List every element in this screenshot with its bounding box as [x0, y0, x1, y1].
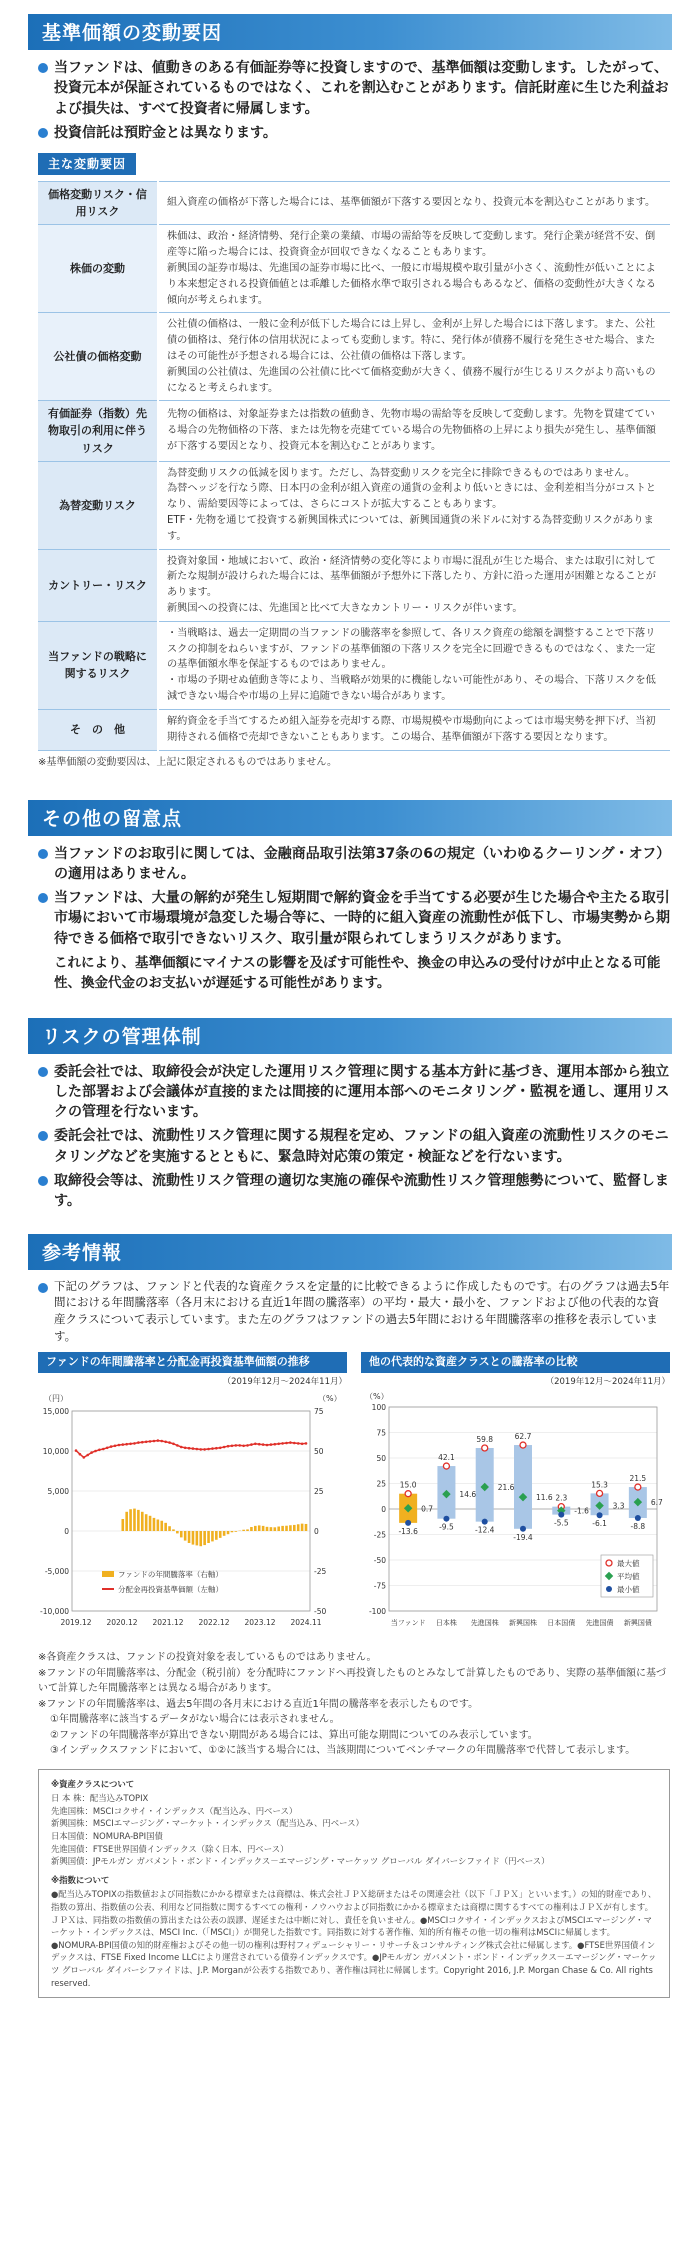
return-bar	[160, 1520, 163, 1530]
section-title-other: その他の留意点	[28, 800, 672, 836]
min-marker	[520, 1525, 526, 1531]
min-marker	[482, 1518, 488, 1524]
max-label: 42.1	[438, 1452, 455, 1462]
risk-name: 株価の変動	[38, 225, 158, 313]
footnote-1: ※各資産クラスは、ファンドの投資対象を表しているものではありません。	[38, 1652, 377, 1664]
risk-description: 株価は、政治・経済情勢、発行企業の業績、市場の需給等を反映して変動します。発行企業が経営不安、倒産等に陥った場合には、投資資金が回収できなくなることもあります。 新興国の証券市場は、先進国の証券市場に比べ、一般に市場規模や取引量が小さく、流動性が低いことにより本来想定される投資価値とは乖離した価格水準で取引される場合もあるなど、価格の変動性が大きくなる傾向が考えられます。	[158, 225, 670, 313]
chart-right-svg	[361, 1389, 666, 1639]
y-tick-label: 25	[376, 1479, 386, 1489]
avg-label: 3.3	[612, 1501, 625, 1511]
risk-mgmt-bullet-1: 委託会社では、取締役会が決定した運用リスク管理に関する基本方針に基づき、運用本部から独立した部署および会議体が直接的または間接的に運用本部へのモニタリング・監視を通し、運用リスクの管理を行ないます。	[38, 1062, 670, 1123]
risk-description: 公社債の価格は、一般に金利が低下した場合には上昇し、金利が上昇した場合には下落します。また、公社債の価格は、発行体の信用状況によっても変動します。特に、発行体が債務不履行を発生させた場合、またはその可能性が予想される場合には、公社債の価格は下落します。 新興国の公社債は、先進国の公社債に比べて価格変動が大きく、債務不履行が生じるリスクがより高いものになると考えられます。	[158, 313, 670, 401]
max-marker	[405, 1490, 411, 1496]
return-bar	[196, 1531, 199, 1545]
chart-left-title: ファンドの年間騰落率と分配金再投資基準価額の推移	[38, 1352, 347, 1373]
min-label: -6.1	[592, 1518, 607, 1528]
y-right-tick-label: -50	[314, 1606, 327, 1616]
range-bar	[514, 1445, 532, 1529]
return-bar	[141, 1511, 144, 1530]
avg-label: 14.6	[459, 1489, 477, 1499]
nav-point	[242, 1444, 245, 1447]
return-bar	[157, 1519, 160, 1531]
avg-label: 21.6	[497, 1482, 515, 1492]
nav-point	[207, 1447, 210, 1450]
nav-point	[223, 1445, 226, 1448]
return-bar	[254, 1525, 257, 1530]
category-label: 日本国債	[547, 1618, 576, 1627]
y-left-tick-label: -5,000	[44, 1566, 69, 1576]
return-bar	[246, 1529, 249, 1531]
risk-row	[38, 225, 670, 313]
asset-class-note-box	[38, 1769, 670, 1999]
nav-point	[254, 1442, 257, 1445]
return-bar	[281, 1525, 284, 1530]
return-bar	[274, 1527, 277, 1531]
nav-point	[184, 1446, 187, 1449]
max-label: 62.7	[514, 1431, 532, 1441]
other-bullets	[38, 844, 670, 994]
nav-point	[110, 1445, 113, 1448]
risk-name: カントリー・リスク	[38, 549, 158, 621]
x-tick-label: 2020.12	[106, 1617, 138, 1627]
nav-point	[301, 1442, 304, 1445]
return-bar	[262, 1525, 265, 1530]
max-label: 2.3	[555, 1493, 568, 1503]
index-disclaimer: ●配当込みTOPIXの指数値および同指数にかかる標章または商標は、株式会社ＪＰＸ総研またはその関連会社（以下「ＪＰＸ」といいます。）の知的財産であり、指数の算出、指数値の公表、利用など同指数に関するすべての権利・ノウハウおよび同指数にかかる標章または商標に関するすべての権利はＪＰＸが有します。ＪＰＸは、同指数の指数値の算出または公表の誤謬、遅延または中断に対し、責任を負いません。●MSCIコクサイ・インデックスおよびMSCIエマージング・マーケット・インデックスは、MSCI Inc.（「MSCI」）が開発した指数です。同指数に対する著作権、知的所有権その他一切の権利はMSCIに帰属します。●NOMURA-BPI国債の知的財産権およびその他一切の権利は野村フィデューシャリー・リサーチ＆コンサルティング株式会社に帰属します。●FTSE世界国債インデックスは、FTSE Fixed Income LLCにより運営されている債券インデックスです。●JPモルガン ガバメント・ボンド・インデックス－エマージング・マーケッツ グローバル ダイバーシファイドは、J.P. Morganが公表する指数であり、著作権は同社に帰属します。Copyright 2016, J.P. Morgan Chase & Co. All rights reserved.	[51, 1889, 657, 1988]
nav-bullet-2: 投資信託は預貯金とは異なります。	[38, 123, 670, 143]
category-label: 当ファンド	[390, 1618, 426, 1627]
nav-point	[238, 1444, 241, 1447]
return-bar	[125, 1511, 128, 1530]
y-right-tick-label: -25	[314, 1566, 327, 1576]
risk-name: 価格変動リスク・信用リスク	[38, 182, 158, 225]
nav-point	[168, 1441, 171, 1444]
y-tick-label: -50	[373, 1555, 386, 1565]
y-axis-unit: （%）	[365, 1391, 389, 1401]
ref-bullets	[38, 1278, 670, 1345]
avg-label: 0.7	[421, 1503, 434, 1513]
risk-description: 組入資産の価格が下落した場合には、基準価額が下落する要因となり、投資元本を割込むことがあります。	[158, 182, 670, 225]
return-bar	[235, 1531, 238, 1532]
return-bar	[231, 1531, 234, 1532]
section-title-risk-mgmt: リスクの管理体制	[28, 1018, 672, 1054]
return-bar	[277, 1526, 280, 1530]
return-bar	[199, 1531, 202, 1546]
max-label: 15.0	[399, 1480, 417, 1490]
nav-point	[196, 1447, 199, 1450]
risk-row	[38, 461, 670, 549]
min-label: -12.4	[475, 1525, 495, 1535]
y-left-tick-label: 0	[64, 1526, 69, 1536]
risk-name: そ の 他	[38, 709, 158, 750]
return-bar	[180, 1531, 183, 1537]
nav-point	[145, 1440, 148, 1443]
return-bar	[133, 1508, 136, 1530]
category-label: 新興国株	[509, 1618, 537, 1627]
min-label: -9.5	[439, 1522, 454, 1532]
return-bar	[227, 1531, 230, 1534]
risk-row	[38, 549, 670, 621]
return-bar	[164, 1522, 167, 1530]
nav-point	[297, 1442, 300, 1445]
nav-point	[94, 1449, 97, 1452]
return-bar	[137, 1509, 140, 1530]
nav-point	[75, 1449, 78, 1452]
risk-table	[38, 181, 670, 750]
asset-class-row: 新興国株：MSCIエマージング・マーケット・インデックス（配当込み、円ベース）	[51, 1818, 364, 1829]
y-left-tick-label: 10,000	[42, 1446, 69, 1456]
x-tick-label: 2023.12	[244, 1617, 276, 1627]
nav-point	[176, 1444, 179, 1447]
return-bar	[203, 1531, 206, 1545]
return-bar	[301, 1523, 304, 1530]
nav-point	[102, 1447, 105, 1450]
legend-swatch-return	[102, 1571, 114, 1577]
nav-point	[289, 1441, 292, 1444]
min-marker	[405, 1519, 411, 1525]
min-label: -13.6	[398, 1526, 418, 1536]
section-title-nav: 基準価額の変動要因	[28, 14, 672, 50]
return-bar	[242, 1529, 245, 1530]
return-bar	[266, 1526, 269, 1530]
return-bar	[270, 1527, 273, 1531]
nav-point	[106, 1446, 109, 1449]
y-tick-label: 0	[381, 1504, 386, 1514]
min-marker	[443, 1515, 449, 1521]
nav-point	[246, 1444, 249, 1447]
max-marker	[482, 1445, 488, 1451]
risk-mgmt-bullet-2: 委託会社では、流動性リスク管理に関する規程を定め、ファンドの組入資産の流動性リスクのモニタリングなどを実施するとともに、緊急時対応策の策定・検証などを行ないます。	[38, 1126, 670, 1167]
nav-point	[215, 1446, 218, 1449]
max-marker	[520, 1442, 526, 1448]
nav-point	[86, 1453, 89, 1456]
footnote-5: ②ファンドの年間騰落率が算出できない期間がある場合には、算出可能な期間についてのみ表示しています。	[50, 1729, 538, 1741]
chart-right	[361, 1352, 670, 1644]
nav-point	[274, 1442, 277, 1445]
return-bar	[184, 1531, 187, 1541]
min-label: -19.4	[513, 1532, 533, 1542]
y-right-tick-label: 25	[314, 1486, 324, 1496]
footnote-4: ①年間騰落率に該当するデータがない場合には表示されません。	[50, 1714, 340, 1726]
nav-point	[199, 1448, 202, 1451]
ref-bullet-1: 下記のグラフは、ファンドと代表的な資産クラスを定量的に比較できるように作成したものです。右のグラフは過去5年間における年間騰落率（各月末における直近1年間の騰落率）の平均・最大・最小を、ファンドおよび他の代表的な資産クラスについて表示しています。また左のグラフはファンドの過去5年間における年間騰落率の推移を表示しています。	[38, 1278, 670, 1345]
legend-label-nav: 分配金再投資基準価額（左軸）	[118, 1584, 223, 1594]
nav-point	[90, 1451, 93, 1454]
chart-left	[38, 1352, 347, 1644]
nav-point	[188, 1446, 191, 1449]
y-right-tick-label: 75	[314, 1406, 324, 1416]
nav-point	[137, 1441, 140, 1444]
risk-description: ・当戦略は、過去一定期間の当ファンドの騰落率を参照して、各リスク資産の総額を調整することで下落リスクの抑制をねらいますが、ファンドの基準価額の下落リスクを完全に回避できるものではなく、また一定の基準価額水準を保証するものではありません。 ・市場の予期せぬ値動き等により、当戦略が効果的に機能しない可能性があり、その場合、下落リスクを低減できない場合や市場の上昇に追随できない場合があります。	[158, 621, 670, 709]
return-bar	[153, 1517, 156, 1530]
return-bar	[121, 1519, 124, 1531]
nav-point	[149, 1440, 152, 1443]
risk-row	[38, 182, 670, 225]
risk-row	[38, 709, 670, 750]
return-bar	[176, 1531, 179, 1533]
other-paragraph: これにより、基準価額にマイナスの影響を及ぼす可能性や、換金の申込みの受付けが中止となる可能性、換金代金のお支払いが遅延する可能性があります。	[54, 955, 661, 992]
min-label: -8.8	[630, 1521, 646, 1531]
nav-point	[203, 1448, 206, 1451]
nav-bullets	[38, 58, 670, 143]
nav-point	[133, 1442, 136, 1445]
min-marker	[635, 1515, 641, 1521]
legend-avg-label: 平均値	[617, 1571, 640, 1581]
nav-point	[270, 1443, 273, 1446]
min-marker	[558, 1511, 564, 1517]
avg-label: -1.6	[574, 1506, 589, 1516]
footnote-3: ※ファンドの年間騰落率は、過去5年間の各月末における直近1年間の騰落率を表示したものです。	[38, 1698, 479, 1710]
nav-point	[164, 1440, 167, 1443]
nav-point	[305, 1442, 308, 1445]
return-bar	[215, 1531, 218, 1540]
left-axis-unit: （円）	[44, 1393, 68, 1403]
y-tick-label: -100	[368, 1606, 386, 1616]
x-tick-label: 2024.11	[290, 1617, 322, 1627]
asset-class-row: 先進国株：MSCIコクサイ・インデックス（配当込み、円ベース）	[51, 1805, 298, 1816]
nav-point	[258, 1442, 261, 1445]
right-axis-unit: （%）	[318, 1393, 342, 1403]
nav-point	[125, 1442, 128, 1445]
legend-min-label: 最小値	[617, 1584, 640, 1594]
return-bar	[211, 1531, 214, 1541]
y-right-tick-label: 50	[314, 1446, 324, 1456]
y-left-tick-label: 15,000	[42, 1406, 69, 1416]
risk-mgmt-bullets	[38, 1062, 670, 1212]
chart-left-svg	[38, 1389, 343, 1639]
nav-point	[262, 1443, 265, 1446]
nav-point	[79, 1452, 82, 1455]
max-label: 21.5	[629, 1473, 647, 1483]
legend-label-return: ファンドの年間騰落率（右軸）	[118, 1569, 223, 1579]
max-marker	[443, 1463, 449, 1469]
max-marker	[597, 1490, 603, 1496]
risk-row	[38, 621, 670, 709]
nav-point	[211, 1447, 214, 1450]
nav-point	[219, 1446, 222, 1449]
return-bar	[285, 1525, 288, 1530]
max-label: 59.8	[476, 1434, 494, 1444]
nav-note: ※基準価額の変動要因は、上記に限定されるものではありません。	[38, 756, 337, 768]
return-bar	[258, 1525, 261, 1531]
avg-label: 11.6	[536, 1492, 553, 1502]
footnote-6: ③インデックスファンドにおいて、①②に該当する場合には、当該期間についてベンチマークの年間騰落率で代替して表示します。	[50, 1745, 636, 1757]
risk-description: 先物の価格は、対象証券または指数の値動き、先物市場の需給等を反映して変動します。先物を買建てている場合の先物価格の下落、または先物を売建てている場合の先物価格の上昇により損失が発生し、基準価額が下落する要因となり、投資元本を割込むことがあります。	[158, 401, 670, 461]
asset-class-row: 日本国債：NOMURA-BPI国債	[51, 1830, 163, 1841]
nav-point	[285, 1441, 288, 1444]
risk-name: 当ファンドの戦略に関するリスク	[38, 621, 158, 709]
nav-point	[293, 1441, 296, 1444]
other-bullet-1: 当ファンドのお取引に関しては、金融商品取引法第37条の6の規定（いわゆるクーリング・オフ）の適用はありません。	[38, 844, 670, 885]
return-bar	[145, 1514, 148, 1531]
max-marker	[635, 1484, 641, 1490]
risk-table-wrap	[38, 153, 670, 750]
category-label: 日本株	[435, 1618, 457, 1627]
asset-class-row: 新興国債：JPモルガン ガバメント・ボンド・インデックス－エマージング・マーケッツ グローバル ダイバーシファイド（円ベース）	[51, 1856, 550, 1867]
footnotes	[38, 1650, 670, 1759]
risk-description: 為替変動リスクの低減を図ります。ただし、為替変動リスクを完全に排除できるものではありません。 為替ヘッジを行なう際、日本円の金利が組入資産の通貨の金利より低いときには、金利差相当分がコストとなり、需給要因等によっては、さらにコストが拡大することもあります。 ETF・先物を通じて投資する新興国株式については、新興国通貨の米ドルに対する為替変動リスクがあります。	[158, 461, 670, 549]
nav-point	[235, 1444, 238, 1447]
avg-label: 6.7	[650, 1497, 663, 1507]
category-label: 先進国株	[470, 1618, 499, 1627]
nav-bullet-1: 当ファンドは、値動きのある有価証券等に投資しますので、基準価額は変動します。したがって、投資元本が保証されているものではなく、これを割込むことがあります。信託財産に生じた利益および損失は、すべて投資者に帰属します。	[38, 58, 670, 119]
section-title-ref: 参考情報	[28, 1234, 672, 1270]
nav-point	[118, 1443, 121, 1446]
nav-point	[172, 1442, 175, 1445]
plot-frame	[72, 1411, 310, 1611]
risk-name: 有価証券（指数）先物取引の利用に伴うリスク	[38, 401, 158, 461]
return-bar	[297, 1524, 300, 1531]
max-label: 15.3	[591, 1479, 608, 1489]
risk-row	[38, 401, 670, 461]
x-tick-label: 2022.12	[198, 1617, 230, 1627]
category-label: 先進国債	[585, 1618, 614, 1627]
nav-point	[266, 1443, 269, 1446]
y-left-tick-label: -10,000	[40, 1606, 69, 1616]
nav-point	[121, 1443, 124, 1446]
min-label: -5.5	[553, 1518, 569, 1528]
risk-mgmt-bullet-3: 取締役会等は、流動性リスク管理の適切な実施の確保や流動性リスク管理態勢について、監督します。	[38, 1171, 670, 1212]
x-tick-label: 2021.12	[152, 1617, 184, 1627]
x-tick-label: 2019.12	[60, 1617, 92, 1627]
footnote-2: ※ファンドの年間騰落率は、分配金（税引前）を分配時にファンドへ再投資したものとみなして計算したものであり、実際の基準価額に基づいて計算した年間騰落率とは異なる場合があります。	[38, 1667, 666, 1695]
nav-point	[160, 1439, 163, 1442]
y-tick-label: -25	[373, 1530, 386, 1540]
y-right-tick-label: 0	[314, 1526, 319, 1536]
nav-line	[76, 1440, 306, 1457]
return-bar	[305, 1524, 308, 1531]
nav-point	[277, 1442, 280, 1445]
return-bar	[289, 1525, 292, 1531]
asset-class-heading: ※資産クラスについて	[51, 1778, 135, 1789]
charts-row	[38, 1352, 670, 1644]
nav-point	[82, 1456, 85, 1459]
y-left-tick-label: 5,000	[47, 1486, 69, 1496]
risk-name: 公社債の価格変動	[38, 313, 158, 401]
nav-point	[250, 1443, 253, 1446]
asset-class-row: 先進国債：FTSE世界国債インデックス（除く日本、円ベース）	[51, 1843, 289, 1854]
y-tick-label: 50	[376, 1453, 386, 1463]
chart-right-subtitle: （2019年12月～2024年11月）	[545, 1376, 670, 1387]
nav-point	[153, 1439, 156, 1442]
return-bar	[192, 1531, 195, 1545]
chart-left-subtitle: （2019年12月～2024年11月）	[222, 1376, 347, 1387]
risk-name: 為替変動リスク	[38, 461, 158, 549]
nav-point	[192, 1447, 195, 1450]
return-bar	[250, 1527, 253, 1531]
nav-point	[281, 1442, 284, 1445]
nav-point	[227, 1444, 230, 1447]
other-bullet-2: 当ファンドは、大量の解約が発生し短期間で解約資金を手当てする必要が生じた場合や主たる取引市場において市場環境が急変した場合等に、一時的に組入資産の流動性が低下し、市場実勢から期待できる価格で取引できないリスク、取引量が限られてしまうリスクがあります。	[38, 888, 670, 949]
nav-point	[157, 1439, 160, 1442]
return-bar	[223, 1531, 226, 1536]
chart-right-title: 他の代表的な資産クラスとの騰落率の比較	[361, 1352, 670, 1373]
asset-class-row: 日 本 株：配当込みTOPIX	[51, 1793, 149, 1804]
nav-point	[98, 1448, 101, 1451]
min-marker	[597, 1512, 603, 1518]
nav-point	[114, 1444, 117, 1447]
legend-max-label: 最大値	[617, 1558, 640, 1568]
return-bar	[293, 1524, 296, 1530]
risk-table-title: 主な変動要因	[38, 153, 136, 175]
category-label: 新興国債	[623, 1618, 652, 1627]
return-bar	[149, 1515, 152, 1530]
y-tick-label: -75	[373, 1581, 386, 1591]
nav-point	[141, 1440, 144, 1443]
y-tick-label: 75	[376, 1428, 386, 1438]
y-tick-label: 100	[371, 1402, 386, 1412]
nav-point	[180, 1445, 183, 1448]
return-bar	[219, 1531, 222, 1538]
legend-max-marker	[606, 1560, 612, 1566]
return-bar	[129, 1509, 132, 1531]
return-bar	[188, 1531, 191, 1543]
return-bar	[207, 1531, 210, 1543]
risk-row	[38, 313, 670, 401]
nav-point	[129, 1442, 132, 1445]
return-bar	[168, 1526, 171, 1531]
nav-point	[231, 1444, 234, 1447]
return-bar	[172, 1529, 175, 1531]
index-heading: ※指数について	[51, 1874, 110, 1885]
risk-description: 投資対象国・地域において、政治・経済情勢の変化等により市場に混乱が生じた場合、または取引に対して新たな規制が設けられた場合には、基準価額が予想外に下落したり、方針に沿った運用が困難となることがあります。 新興国への投資には、先進国と比べて大きなカントリー・リスクが伴います。	[158, 549, 670, 621]
legend-min-marker	[606, 1586, 612, 1592]
risk-description: 解約資金を手当てするため組入証券を売却する際、市場規模や市場動向によっては市場実勢を押下げ、当初期待される価格で売却できないこともあります。この場合、基準価額が下落する要因となります。	[158, 709, 670, 750]
